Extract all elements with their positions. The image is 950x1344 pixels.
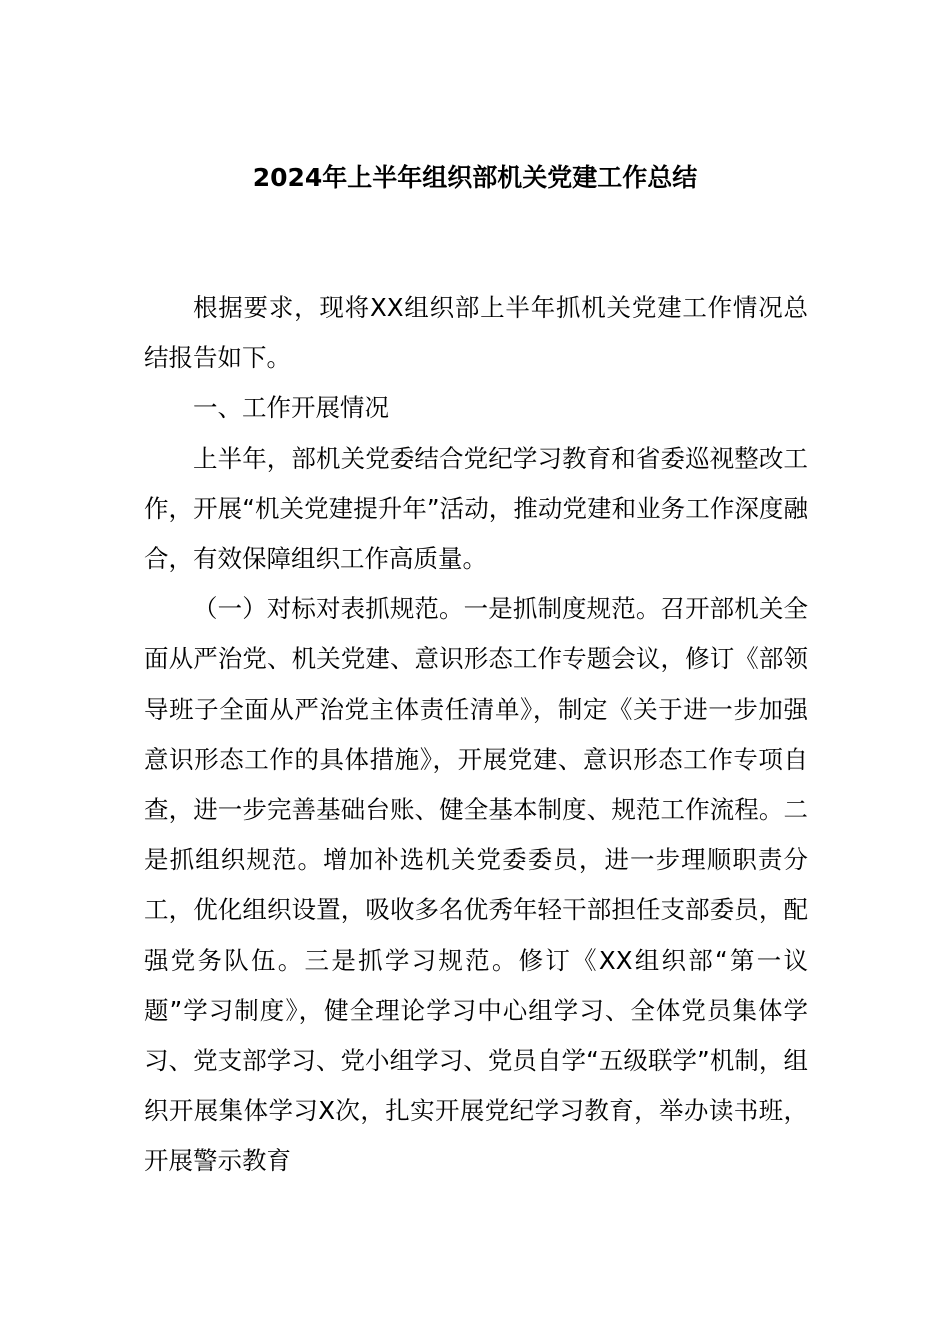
document-body [144,283,808,1187]
standards-paragraph: （一）对标对表抓规范。一是抓制度规范。召开部机关全面从严治党、机关党建、意识形态工作专题会议，修订《部领导班子全面从严治党主体责任清单》，制定《关于进一步加强意识形态工作的具体措施》，开展党建、意识形态工作专项自查，进一步完善基础台账、健全基本制度、规范工作流程。二是抓组织规范。增加补选机关党委委员，进一步理顺职责分工，优化组织设置，吸收多名优秀年轻干部担任支部委员，配强党务队伍。三是抓学习规范。修订《XX组织部“第一议题”学习制度》，健全理论学习中心组学习、全体党员集体学习、党支部学习、党小组学习、党员自学“五级联学”机制，组织开展集体学习X次，扎实开展党纪学习教育，举办读书班，开展警示教育 [144,594,808,1176]
summary-paragraph: 上半年，部机关党委结合党纪学习教育和省委巡视整改工作，开展“机关党建提升年”活动，推动党建和业务工作深度融合，有效保障组织工作高质量。 [144,443,808,574]
intro-paragraph: 根据要求，现将XX组织部上半年抓机关党建工作情况总结报告如下。 [144,293,808,373]
section-heading-work-status: 一、工作开展情况 [193,393,389,423]
document-title: 2024年上半年组织部机关党建工作总结 [252,163,698,192]
